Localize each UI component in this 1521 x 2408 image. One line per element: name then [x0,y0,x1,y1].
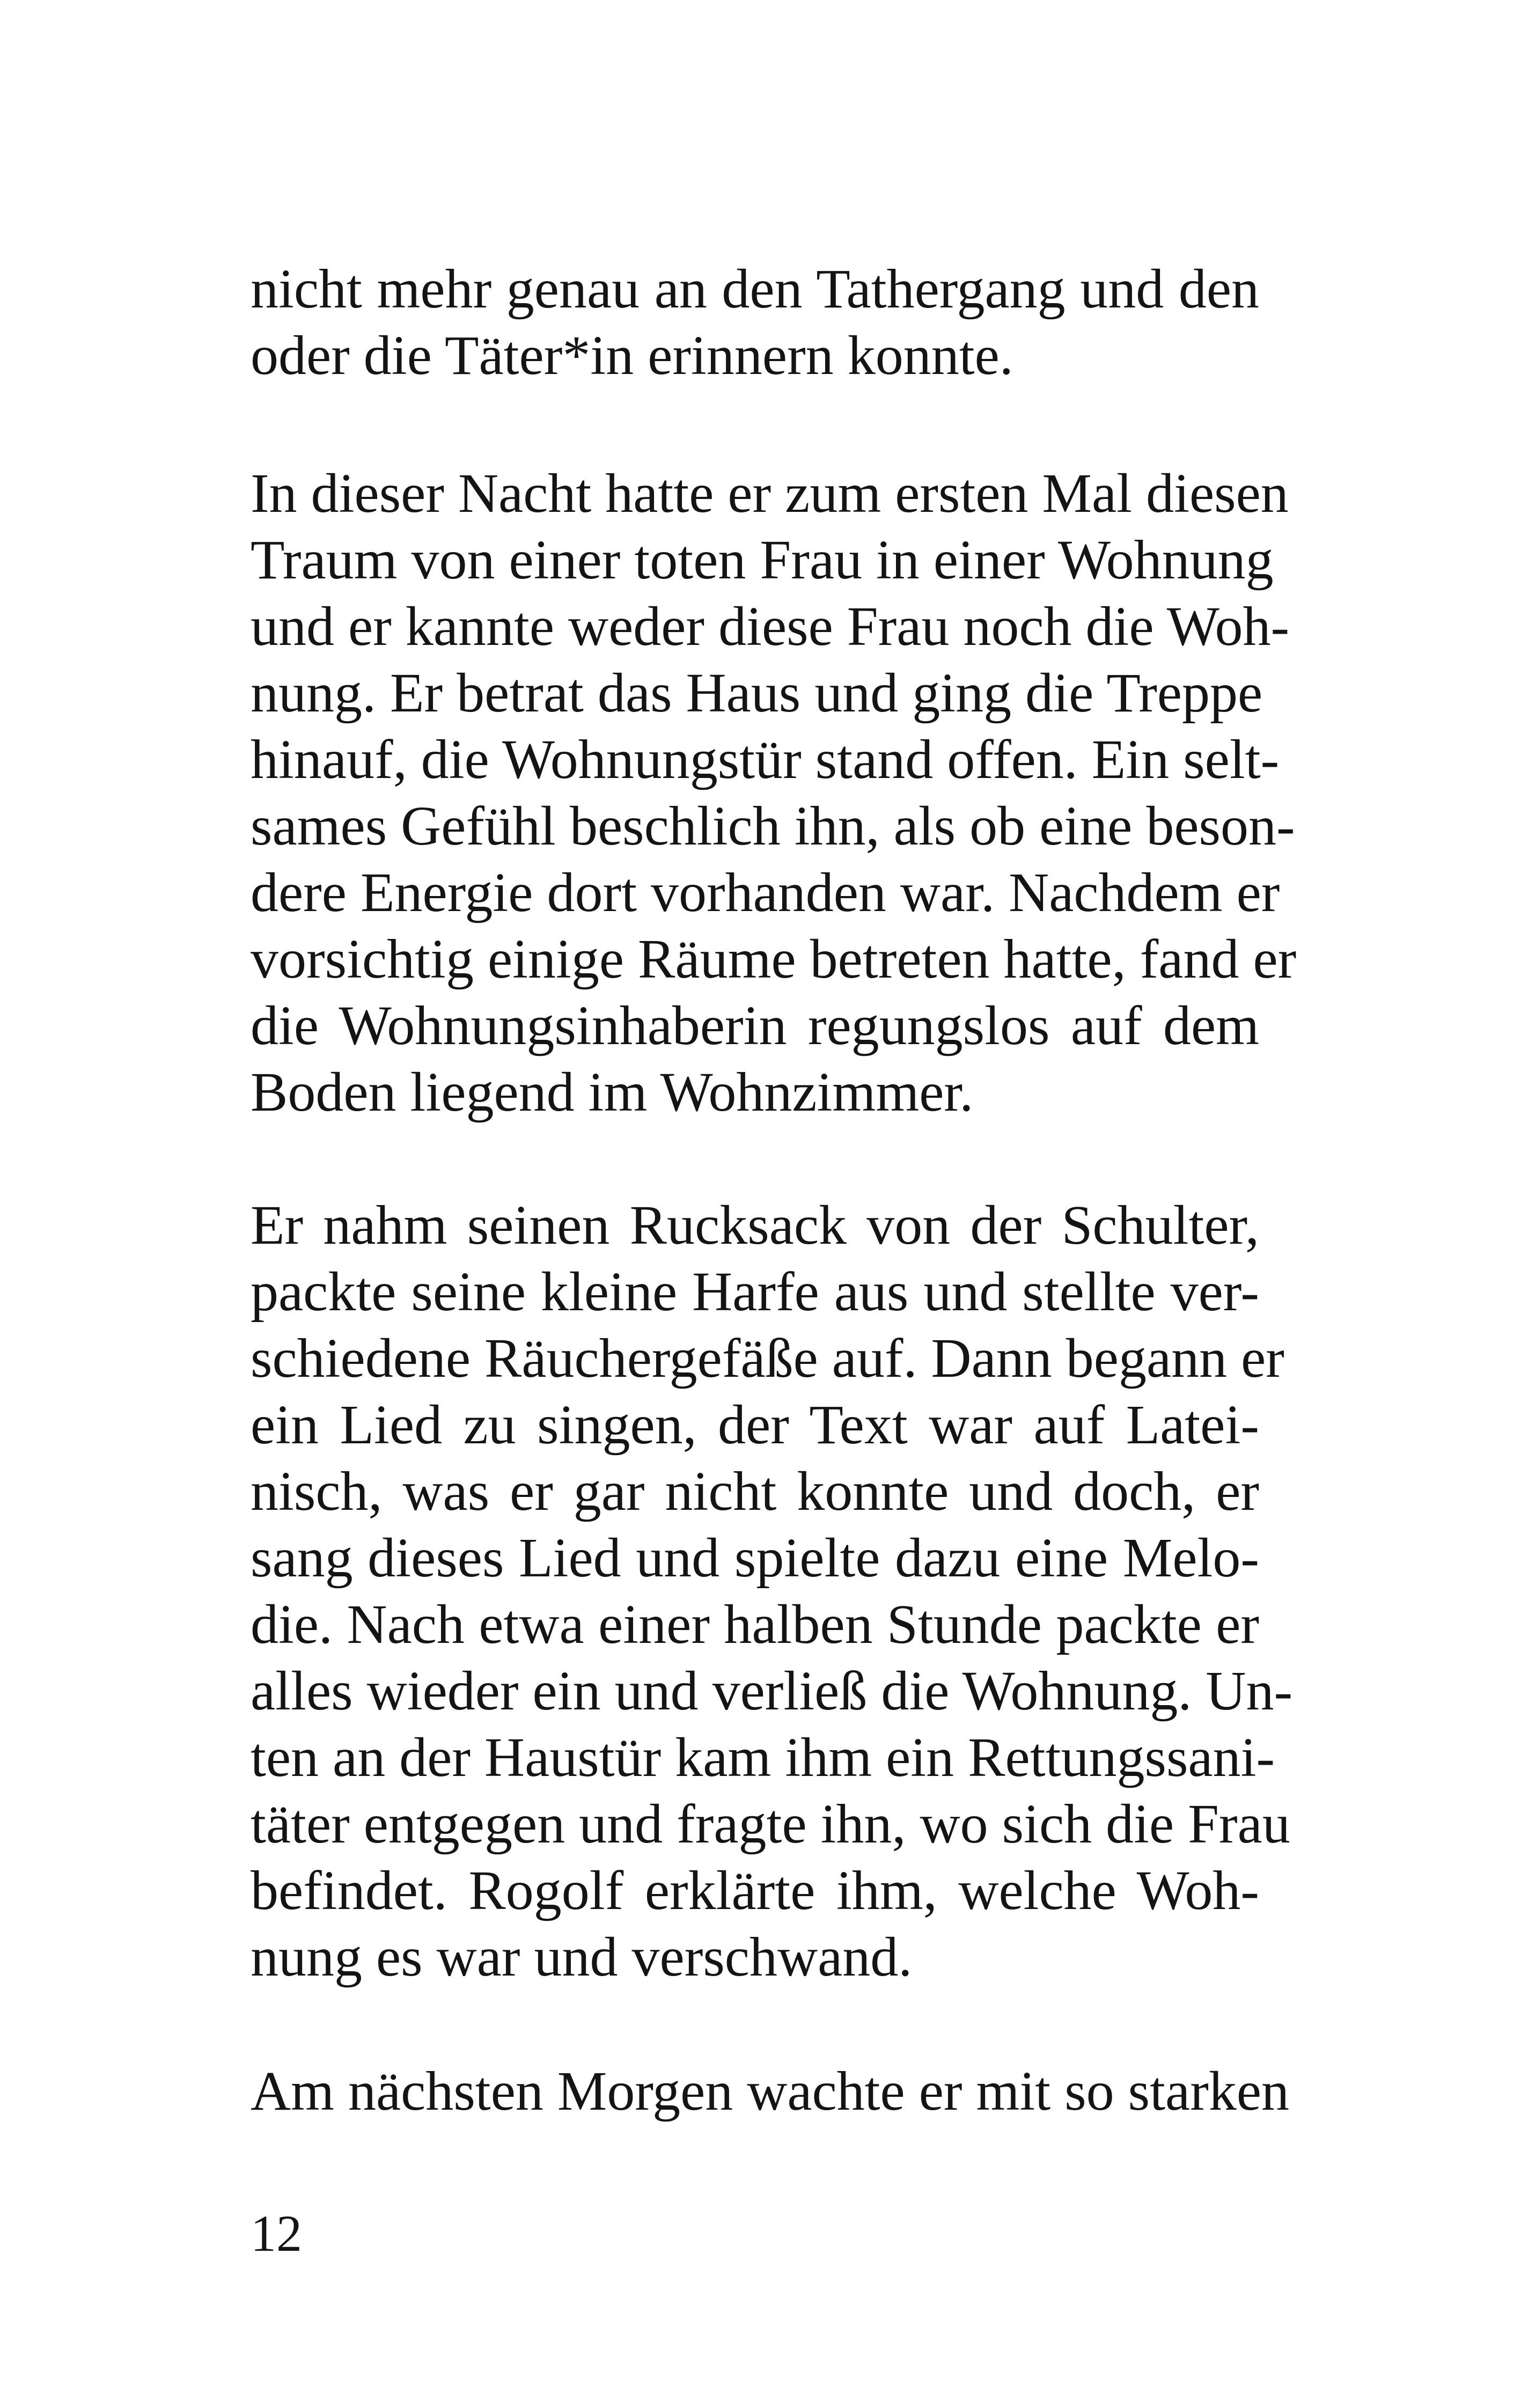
text-line: sames Gefühl beschlich ihn, als ob eine beson- [251,795,1295,857]
text-line: täter entgegen und fragte ihn, wo sich die Frau [251,1793,1290,1855]
text-line: befindet. Rogolf erklärte ihm, welche Woh- [251,1860,1259,1921]
text-line: schiedene Räuchergefäße auf. Dann begann er [251,1327,1284,1389]
text-line: nung. Er betrat das Haus und ging die Treppe [251,662,1263,724]
text-line: oder die Täter*in erinnern konnte. [251,325,1013,386]
text-line: Traum von einer toten Frau in einer Wohnung [251,529,1274,591]
text-line: nung es war und verschwand. [251,1926,913,1988]
text-line: die. Nach etwa einer halben Stunde packte er [251,1594,1259,1655]
text-line: nicht mehr genau an den Tathergang und den [251,258,1259,320]
text-line: In dieser Nacht hatte er zum ersten Mal diesen [251,462,1289,524]
text-line: hinauf, die Wohnungstür stand offen. Ein selt- [251,729,1280,790]
paragraph-2 [251,460,1297,1126]
text-line: Er nahm seinen Rucksack von der Schulter, [251,1194,1259,1256]
text-line: sang dieses Lied und spielte dazu eine Melo- [251,1527,1259,1589]
text-line: ein Lied zu singen, der Text war auf Latei- [251,1394,1259,1456]
text-line: und er kannte weder diese Frau noch die Woh- [251,596,1290,657]
text-line: alles wieder ein und verließ die Wohnung. Un- [251,1660,1293,1722]
page-number: 12 [251,2205,302,2262]
paragraph-1 [251,256,1259,389]
text-line: die Wohnungsinhaberin regungslos auf dem [251,995,1259,1056]
paragraph-3 [251,1192,1293,1991]
text-line: dere Energie dort vorhanden war. Nachdem er [251,862,1280,923]
text-line: Am nächsten Morgen wachte er mit so starken [251,2060,1289,2122]
text-line: nisch, was er gar nicht konnte und doch, er [251,1460,1259,1522]
text-line: vorsichtig einige Räume betreten hatte, fand er [251,928,1297,990]
paragraph-4 [251,2058,1289,2125]
text-line: Boden liegend im Wohnzimmer. [251,1061,974,1123]
text-line: packte seine kleine Harfe aus und stellte ver- [251,1261,1259,1323]
text-line: ten an der Haustür kam ihm ein Rettungssani- [251,1727,1275,1788]
